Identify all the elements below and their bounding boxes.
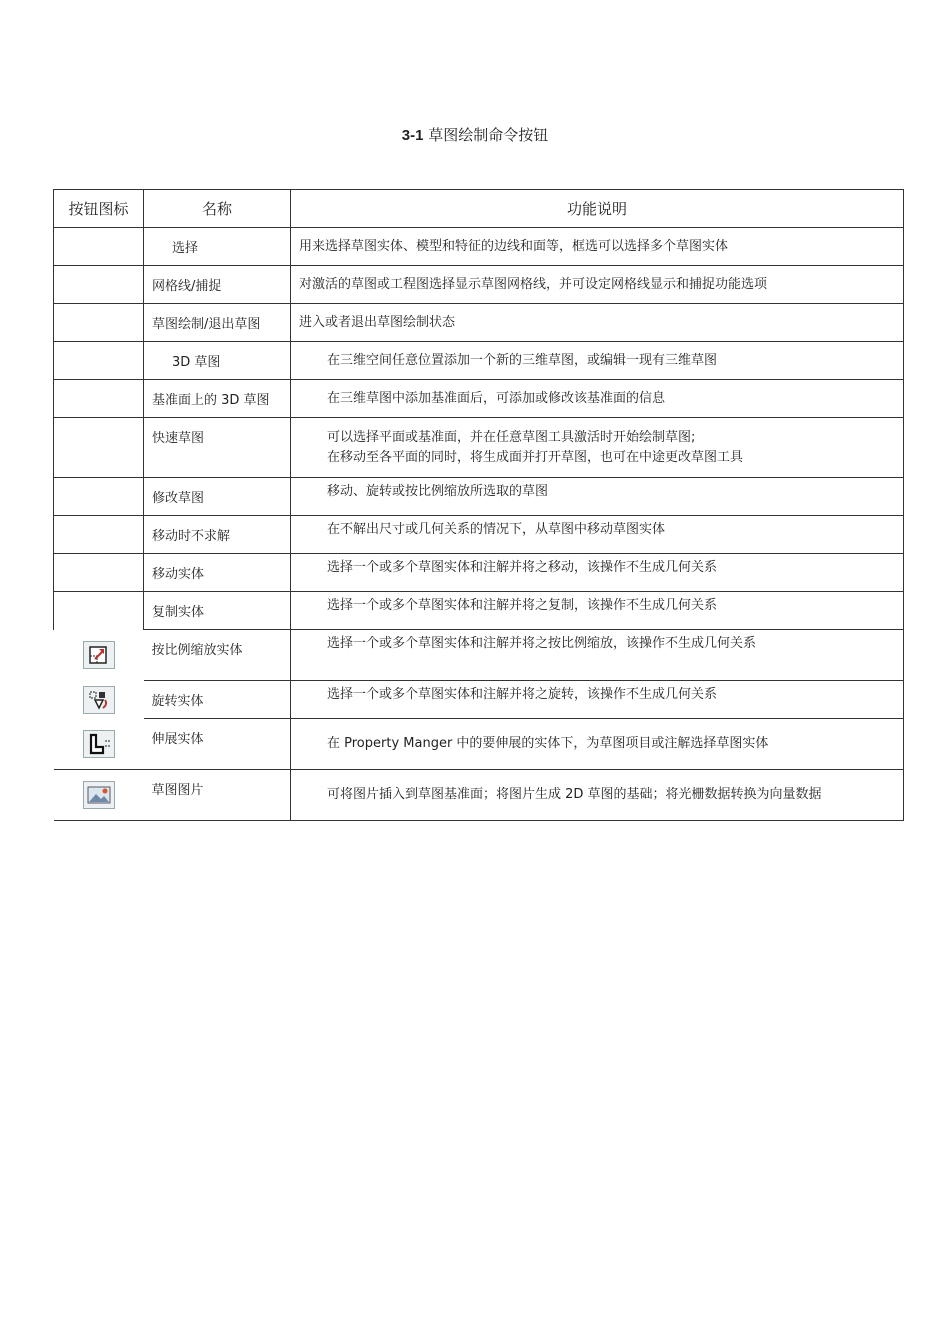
row-name: 伸展实体 (144, 719, 291, 770)
row-desc: 用来选择草图实体、模型和特征的边线和面等，框选可以选择多个草图实体 (291, 228, 904, 266)
row-name: 复制实体 (144, 592, 291, 630)
table-row (54, 554, 904, 592)
table-row (54, 304, 904, 342)
table-row (54, 770, 904, 821)
table-row (54, 266, 904, 304)
row-name: 选择 (144, 228, 291, 266)
row-desc: 在 Property Manger 中的要伸展的实体下，为草图项目或注解选择草图实体 (291, 719, 904, 770)
row-desc: 对激活的草图或工程图选择显示草图网格线，并可设定网格线显示和捕捉功能选项 (291, 266, 904, 304)
icon-cell (54, 516, 144, 554)
row-desc: 移动、旋转或按比例缩放所选取的草图 (291, 478, 904, 516)
row-desc: 选择一个或多个草图实体和注解并将之复制，该操作不生成几何关系 (291, 592, 904, 630)
icon-cell (54, 554, 144, 592)
icon-cell (54, 380, 144, 418)
sketch-picture-icon (83, 781, 115, 809)
table-row (54, 719, 904, 770)
icon-cell (54, 304, 144, 342)
icon-cell (54, 719, 144, 770)
table-row (54, 592, 904, 630)
row-name: 3D 草图 (144, 342, 291, 380)
row-name: 旋转实体 (144, 681, 291, 719)
table-row (54, 418, 904, 478)
table-caption: 3-1 草图绘制命令按钮 (401, 126, 549, 144)
row-name: 草图图片 (144, 770, 291, 821)
table-row (54, 630, 904, 681)
row-desc-line1: 可以选择平面或基准面，并在任意草图工具激活时开始绘制草图; (327, 429, 696, 445)
icon-cell (54, 630, 144, 681)
icon-cell (54, 681, 144, 719)
row-name: 草图绘制/退出草图 (144, 304, 291, 342)
command-table (53, 189, 904, 821)
table-row (54, 342, 904, 380)
row-desc (291, 418, 904, 478)
row-desc: 在不解出尺寸或几何关系的情况下，从草图中移动草图实体 (291, 516, 904, 554)
row-name: 网格线/捕捉 (144, 266, 291, 304)
row-desc: 选择一个或多个草图实体和注解并将之旋转，该操作不生成几何关系 (291, 681, 904, 719)
row-name: 移动时不求解 (144, 516, 291, 554)
row-name: 移动实体 (144, 554, 291, 592)
row-desc: 在三维草图中添加基准面后，可添加或修改该基准面的信息 (291, 380, 904, 418)
rotate-entities-icon (83, 686, 115, 714)
icon-cell (54, 228, 144, 266)
table-row (54, 516, 904, 554)
icon-cell (54, 266, 144, 304)
row-desc: 在三维空间任意位置添加一个新的三维草图，或编辑一现有三维草图 (291, 342, 904, 380)
stretch-entities-icon (83, 730, 115, 758)
table-row (54, 478, 904, 516)
row-name: 快速草图 (144, 418, 291, 478)
row-desc: 选择一个或多个草图实体和注解并将之移动，该操作不生成几何关系 (291, 554, 904, 592)
icon-cell (54, 418, 144, 478)
icon-cell (54, 770, 144, 821)
icon-cell (54, 478, 144, 516)
table-row (54, 380, 904, 418)
table-row (54, 228, 904, 266)
table-header-row (54, 190, 904, 228)
row-desc: 选择一个或多个草图实体和注解并将之按比例缩放，该操作不生成几何关系 (291, 630, 904, 681)
row-desc-line2: 在移动至各平面的同时，将生成面并打开草图，也可在中途更改草图工具 (327, 449, 744, 465)
header-icon: 按钮图标 (54, 190, 144, 228)
row-name: 修改草图 (144, 478, 291, 516)
row-desc: 进入或者退出草图绘制状态 (291, 304, 904, 342)
row-desc: 可将图片插入到草图基准面；将图片生成 2D 草图的基础；将光栅数据转换为向量数据 (291, 770, 904, 821)
icon-cell (54, 342, 144, 380)
icon-cell (54, 592, 144, 630)
scale-entities-icon (83, 641, 115, 669)
table-row (54, 681, 904, 719)
row-name: 按比例缩放实体 (144, 630, 291, 681)
header-desc: 功能说明 (291, 190, 904, 228)
header-name: 名称 (144, 190, 291, 228)
row-name: 基准面上的 3D 草图 (144, 380, 291, 418)
